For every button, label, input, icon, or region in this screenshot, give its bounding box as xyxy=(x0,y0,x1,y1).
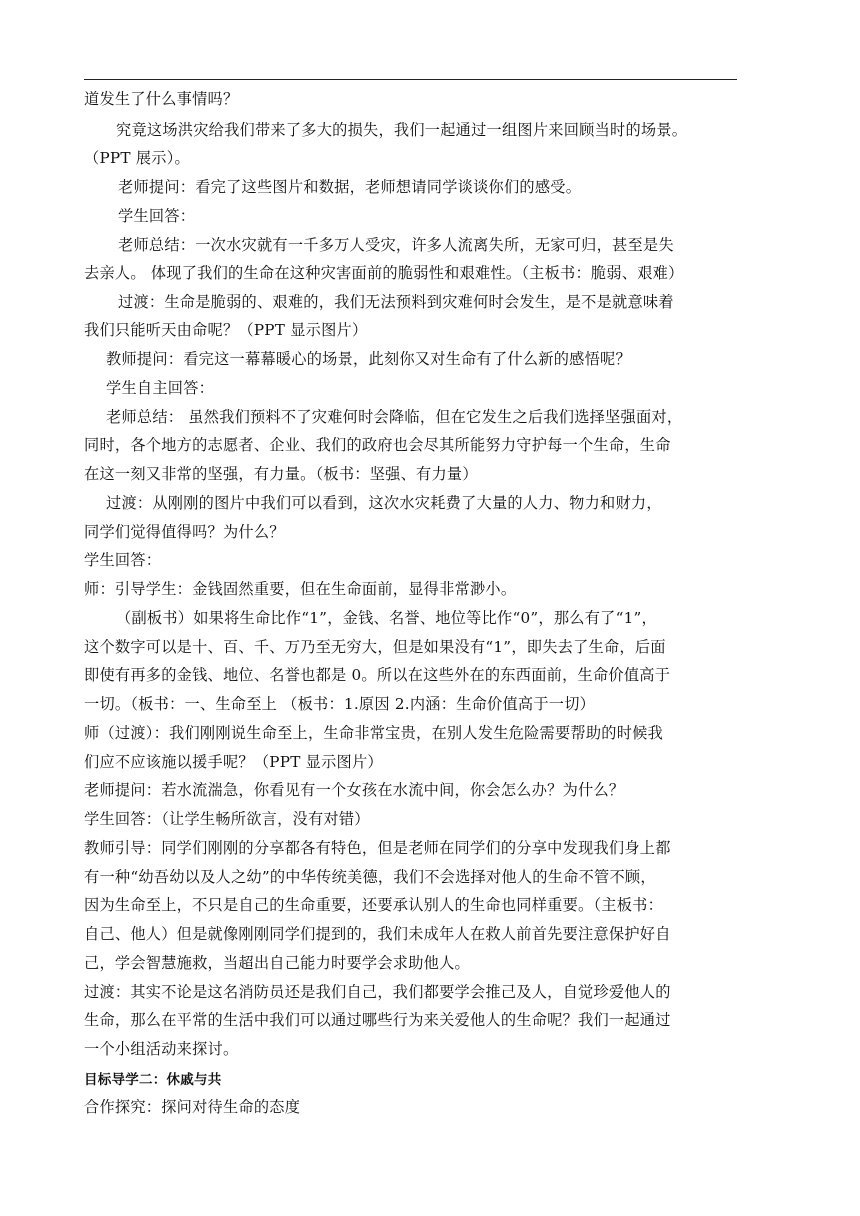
text-line: 们应不应该施以援手呢？（PPT 显示图片） xyxy=(84,753,383,771)
text-line: （副板书）如果将生命比作“1”，金钱、名誉、地位等比作“0”，那么有了“1”， xyxy=(116,609,657,627)
text-line: 一切。（板书：一、生命至上 （板书：1.原因 2.内涵：生命价值高于一切） xyxy=(84,695,596,713)
text-line: 道发生了什么事情吗？ xyxy=(84,90,239,108)
text-line: 教师提问：看完这一幕幕暖心的场景，此刻你又对生命有了什么新的感悟呢？ xyxy=(106,350,631,368)
text-line: 学生回答： xyxy=(84,551,162,569)
text-line: 去亲人。 体现了我们的生命在这种灾害面前的脆弱性和艰难性。（主板书：脆弱、艰难） xyxy=(84,264,684,282)
text-line: 即使有再多的金钱、地位、名誉也都是 0。所以在这些外在的东西面前，生命价值高于 xyxy=(84,666,671,684)
text-line: 有一种“幼吾幼以及人之幼”的中华传统美德，我们不会选择对他人的生命不管不顾， xyxy=(84,868,656,886)
text-line: 己，学会智慧施救，当超出自己能力时要学会求助他人。 xyxy=(84,954,470,972)
section-heading: 目标导学二：休戚与共 xyxy=(84,1072,222,1088)
text-line: 这个数字可以是十、百、千、万乃至无穷大，但是如果没有“1”，即失去了生命，后面 xyxy=(84,638,666,656)
text-line: 过渡：从刚刚的图片中我们可以看到，这次水灾耗费了大量的人力、物力和财力， xyxy=(106,494,662,512)
header-rule xyxy=(84,79,737,80)
text-line: 合作探究：探问对待生命的态度 xyxy=(84,1098,301,1116)
text-line: 过渡：生命是脆弱的、艰难的，我们无法预料到灾难何时会发生，是不是就意味着 xyxy=(118,293,674,311)
text-line: 我们只能听天由命呢？（PPT 显示图片） xyxy=(84,321,368,339)
text-line: 学生自主回答： xyxy=(106,379,215,397)
text-line: 教师引导：同学们刚刚的分享都各有特色，但是老师在同学们的分享中发现我们身上都 xyxy=(84,839,671,857)
text-line: 生命，那么在平常的生活中我们可以通过哪些行为来关爱他人的生命呢？我们一起通过 xyxy=(84,1011,671,1029)
text-line: （PPT 展示）。 xyxy=(84,149,190,167)
text-line: 自己、他人）但是就像刚刚同学们提到的，我们未成年人在救人前首先要注意保护好自 xyxy=(84,925,671,943)
text-line: 在这一刻又非常的坚强，有力量。（板书：坚强、有力量） xyxy=(84,465,478,483)
text-line: 学生回答： xyxy=(118,207,196,225)
text-line: 究竟这场洪灾给我们带来了多大的损失，我们一起通过一组图片来回顾当时的场景。 xyxy=(116,121,688,139)
text-line: 老师提问：若水流湍急，你看见有一个女孩在水流中间，你会怎么办？为什么？ xyxy=(84,781,625,799)
text-line: 师：引导学生：金钱固然重要，但在生命面前，显得非常渺小。 xyxy=(84,580,517,598)
text-line: 过渡：其实不论是这名消防员还是我们自己，我们都要学会推己及人，自觉珍爱他人的 xyxy=(84,983,671,1001)
text-line: 老师总结：一次水灾就有一千多万人受灾，许多人流离失所，无家可归，甚至是失 xyxy=(118,236,674,254)
text-line: 师（过渡）：我们刚刚说生命至上，生命非常宝贵，在别人发生危险需要帮助的时候我 xyxy=(84,724,664,742)
text-line: 老师提问：看完了这些图片和数据，老师想请同学谈谈你们的感受。 xyxy=(118,178,582,196)
text-line: 因为生命至上，不只是自己的生命重要，还要承认别人的生命也同样重要。（主板书： xyxy=(84,896,664,914)
text-line: 老师总结： 虽然我们预料不了灾难何时会降临，但在它发生之后我们选择坚强面对， xyxy=(106,408,683,426)
text-line: 一个小组活动来探讨。 xyxy=(84,1040,239,1058)
text-line: 同时，各个地方的志愿者、企业、我们的政府也会尽其所能努力守护每一个生命，生命 xyxy=(84,436,671,454)
text-line: 同学们觉得值得吗？为什么？ xyxy=(84,523,285,541)
text-line: 学生回答：（让学生畅所欲言，没有对错） xyxy=(84,810,370,828)
